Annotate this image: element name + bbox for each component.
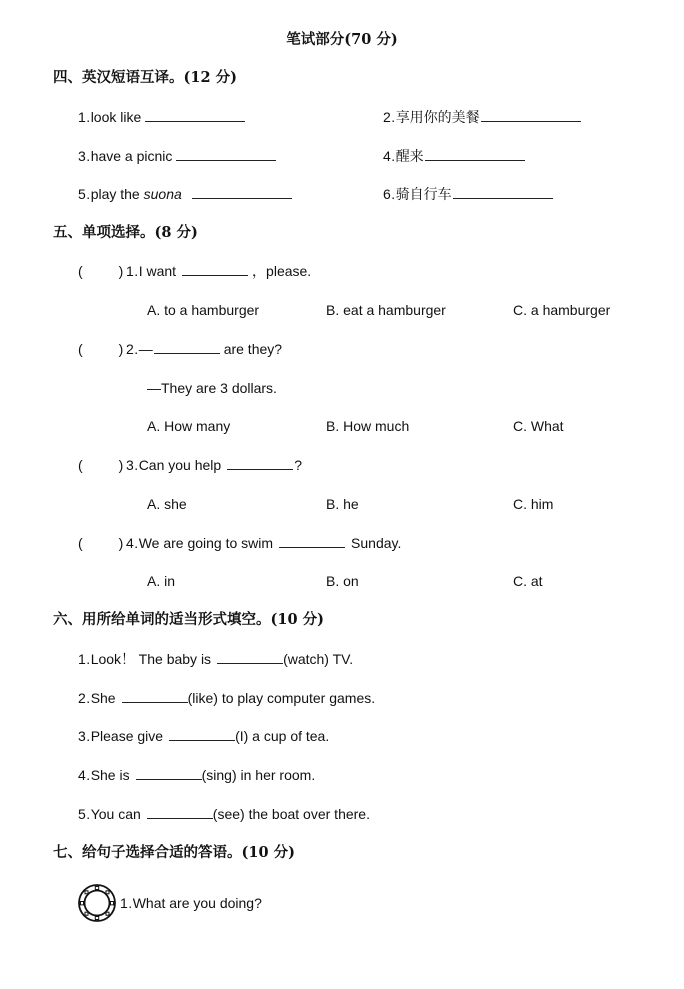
answer-blank[interactable] — [481, 120, 581, 122]
answer-blank[interactable] — [147, 817, 213, 819]
option-b[interactable]: B. he — [326, 496, 359, 512]
translation-item-5 — [78, 187, 296, 201]
item-text-italic: suona — [143, 186, 182, 202]
item-text: 骑自行车 — [395, 186, 452, 202]
item-number: 1. — [78, 651, 91, 667]
answer-blank[interactable] — [122, 701, 188, 703]
item-text: look like — [90, 109, 142, 125]
item-text: play the — [90, 186, 144, 202]
item-text-pre: You can — [90, 806, 141, 822]
item-number: 2. — [78, 690, 91, 706]
item-number: 4. — [78, 767, 91, 783]
fill-item-5 — [78, 807, 370, 821]
item-text-pre: Look！ The baby is — [90, 651, 212, 667]
section-5-heading: 五、单项选择。(8 分) — [53, 224, 198, 241]
answer-blank[interactable] — [425, 159, 525, 161]
question-text-post: ? — [294, 457, 302, 473]
answer-paren[interactable] — [78, 458, 126, 472]
question-number: 4. — [126, 535, 139, 551]
question-text-pre: Can you help — [138, 457, 222, 473]
question-number: 2. — [126, 341, 139, 357]
translation-item-1 — [78, 110, 249, 124]
answer-blank[interactable] — [154, 352, 220, 354]
item-number: 5. — [78, 806, 91, 822]
translation-item-2 — [383, 110, 585, 124]
item-number: 1. — [78, 109, 91, 125]
item-number: 3. — [78, 148, 91, 164]
matching-item-1 — [120, 896, 262, 910]
translation-item-3 — [78, 149, 280, 163]
question-text-pre: I want — [138, 263, 177, 279]
item-text-pre: Please give — [90, 728, 164, 744]
option-b[interactable]: B. eat a hamburger — [326, 302, 446, 318]
paren-open: ( — [78, 457, 83, 473]
answer-paren[interactable] — [78, 342, 126, 356]
question-number: 3. — [126, 457, 139, 473]
question-text-post: ，please. — [252, 263, 312, 279]
question-text-post: are they? — [223, 341, 283, 357]
paren-open: ( — [78, 341, 83, 357]
option-a[interactable]: A. How many — [147, 418, 231, 434]
choice-question-2 — [78, 342, 282, 356]
item-number: 6. — [383, 186, 396, 202]
item-text-pre: She is — [90, 767, 130, 783]
answer-blank[interactable] — [145, 120, 245, 122]
question-text-pre: We are going to swim — [138, 535, 274, 551]
item-text-post: (sing) in her room. — [201, 767, 316, 783]
option-b[interactable]: B. on — [326, 573, 359, 589]
section-4-heading: 四、英汉短语互译。(12 分) — [53, 69, 237, 86]
choice-question-1 — [78, 264, 311, 278]
answer-paren[interactable] — [78, 536, 126, 550]
paren-close: ) — [118, 457, 124, 473]
item-text: have a picnic — [90, 148, 173, 164]
item-text: What are you doing? — [132, 895, 262, 911]
section-7-heading: 七、给句子选择合适的答语。(10 分) — [53, 844, 295, 861]
dotted-ring-icon[interactable] — [77, 883, 117, 923]
answer-blank[interactable] — [176, 159, 276, 161]
answer-blank[interactable] — [217, 662, 283, 664]
option-c[interactable]: C. him — [513, 496, 554, 512]
item-text-post: (I) a cup of tea. — [235, 728, 330, 744]
item-number: 1. — [120, 895, 133, 911]
fill-item-3 — [78, 729, 329, 743]
question-text-pre: — — [138, 341, 153, 357]
answer-blank[interactable] — [227, 468, 293, 470]
fill-item-1 — [78, 652, 353, 666]
answer-blank[interactable] — [279, 546, 345, 548]
item-text-post: (see) the boat over there. — [212, 806, 370, 822]
item-number: 2. — [383, 109, 396, 125]
translation-item-6 — [383, 187, 557, 201]
answer-blank[interactable] — [182, 274, 248, 276]
paren-close: ) — [118, 341, 124, 357]
question-text-post: Sunday. — [351, 535, 402, 551]
question-number: 1. — [126, 263, 139, 279]
section-6-heading: 六、用所给单词的适当形式填空。(10 分) — [53, 611, 324, 628]
item-number: 4. — [383, 148, 396, 164]
option-a[interactable]: A. in — [147, 573, 176, 589]
answer-blank[interactable] — [453, 197, 553, 199]
item-text-pre: She — [90, 690, 116, 706]
option-a[interactable]: A. she — [147, 496, 187, 512]
answer-blank[interactable] — [169, 739, 235, 741]
answer-line: —They are 3 dollars. — [147, 380, 277, 396]
fill-item-2 — [78, 691, 375, 705]
page-title: 笔试部分(70 分) — [286, 31, 398, 48]
item-text-post: (like) to play computer games. — [187, 690, 376, 706]
option-c[interactable]: C. at — [513, 573, 543, 589]
answer-blank[interactable] — [192, 197, 292, 199]
paren-open: ( — [78, 535, 83, 551]
option-c[interactable]: C. What — [513, 418, 564, 434]
choice-question-3 — [78, 458, 302, 472]
paren-close: ) — [118, 263, 124, 279]
item-text-post: (watch) TV. — [283, 651, 354, 667]
translation-item-4 — [383, 149, 529, 163]
item-number: 5. — [78, 186, 91, 202]
item-text: 醒来 — [395, 148, 424, 164]
choice-question-4 — [78, 536, 401, 550]
option-b[interactable]: B. How much — [326, 418, 410, 434]
option-c[interactable]: C. a hamburger — [513, 302, 611, 318]
answer-blank[interactable] — [136, 778, 202, 780]
paren-open: ( — [78, 263, 83, 279]
answer-paren[interactable] — [78, 264, 126, 278]
fill-item-4 — [78, 768, 315, 782]
item-text: 享用你的美餐 — [395, 109, 480, 125]
paren-close: ) — [118, 535, 124, 551]
option-a[interactable]: A. to a hamburger — [147, 302, 260, 318]
item-number: 3. — [78, 728, 91, 744]
